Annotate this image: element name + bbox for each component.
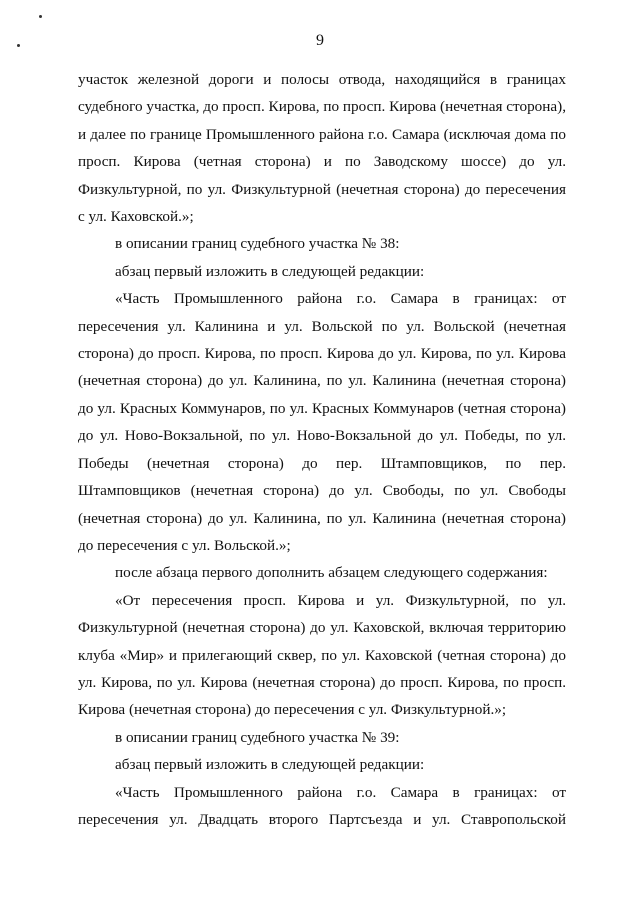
paragraph-quote-38: «Часть Промышленного района г.о. Самара в границах: от пересечения ул. Калинина и ул. Вольской по ул. Вольской (нечетная сторона) до просп. Кирова, по просп. Кирова до ул. Кирова, по ул. Кирова (нечетная сторона) до ул. Калинина, по ул. Калинина (нечетная сторона) до ул. Красных Коммунаров, по ул. Красных Коммунаров (четная сторона) до ул. Ново-Вокзальной, по ул. Ново-Вокзальной до ул. Победы, по ул. Победы (нечетная сторона) до пер. Штамповщиков, по пер. Штамповщиков (нечетная сторона) до ул. Свободы, по ул. Свободы (нечетная сторона) до ул. Калинина, по ул. Калинина (нечетная сторона) до пересечения с ул. Вольской.»; bbox=[78, 290, 566, 554]
paragraph-heading-38: в описании границ судебного участка № 38: bbox=[115, 235, 400, 253]
paragraph-instruction: абзац первый изложить в следующей редакции: bbox=[115, 262, 425, 280]
paragraph-heading-39: в описании границ судебного участка № 39: bbox=[115, 728, 400, 746]
paragraph-quote-39: «Часть Промышленного района г.о. Самара в границах: от пересечения ул. Двадцать второго Партсъезда и ул. Ставропольской bbox=[78, 783, 566, 828]
scan-speck bbox=[39, 15, 42, 18]
page-number: 9 bbox=[316, 32, 324, 49]
paragraph-continuation: участок железной дороги и полосы отвода, находящийся в границах судебного участка, до просп. Кирова, по просп. Кирова (нечетная сторона), и далее по границе Промышленного района г.о. Самара (исключая дома по просп. Кирова (четная сторона) и по Заводскому шоссе) до ул. Физкультурной, по ул. Физкультурной (нечетная сторона) до пересечения с ул. Каховской.»; bbox=[78, 71, 566, 226]
paragraph-instruction: после абзаца первого дополнить абзацем следующего содержания: bbox=[115, 564, 548, 582]
document-body bbox=[78, 66, 566, 833]
paragraph-quote-added: «От пересечения просп. Кирова и ул. Физкультурной, по ул. Физкультурной (нечетная сторона) до ул. Каховской, включая территорию клуба «Мир» и прилегающий сквер, по ул. Каховской (четная сторона) до ул. Кирова, по ул. Кирова (нечетная сторона) до просп. Кирова, по просп. Кирова (нечетная сторона) до пересечения с ул. Физкультурной.»; bbox=[78, 591, 566, 719]
paragraph-instruction: абзац первый изложить в следующей редакции: bbox=[115, 756, 425, 774]
